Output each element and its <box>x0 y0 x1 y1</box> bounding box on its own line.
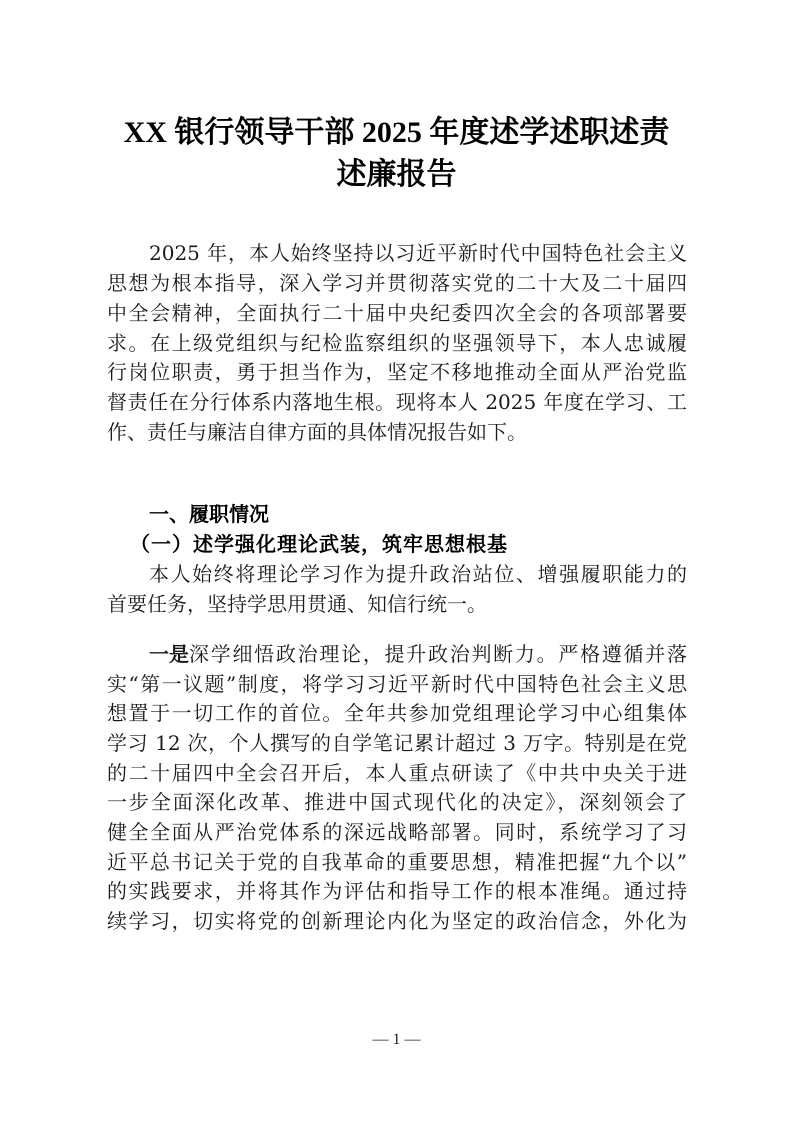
point-lead: 一是 <box>149 642 189 666</box>
page-number: — 1 — <box>372 1031 421 1048</box>
paragraph-line: 一步全面深化改革、推进中国式现代化的决定》，深刻领会了 <box>107 790 687 814</box>
intro-line: 思想为根本指导，深入学习并贯彻落实党的二十大及二十届四 <box>107 271 687 295</box>
point-line-first <box>149 641 687 667</box>
paragraph-line: 首要任务，坚持学思用贯通、知信行统一。 <box>107 592 487 616</box>
document-title-line-2: 述廉报告 <box>336 158 457 191</box>
subsection-heading: （一）述学强化理论武装，筑牢思想根基 <box>130 532 508 556</box>
paragraph-line: 续学习，切实将党的创新理论内化为坚定的政治信念，外化为 <box>107 909 687 933</box>
section-heading: 一、履职情况 <box>149 502 269 526</box>
intro-line: 2025 年，本人始终坚持以习近平新时代中国特色社会主义 <box>149 241 687 265</box>
paragraph-line: 学习 12 次，个人撰写的自学笔记累计超过 3 万字。特别是在党 <box>107 731 687 755</box>
intro-line: 行岗位职责，勇于担当作为，坚定不移地推动全面从严治党监 <box>107 360 687 384</box>
paragraph-line: 深学细悟政治理论，提升政治判断力。严格遵循并落 <box>189 642 687 666</box>
paragraph-line: 的二十届四中全会召开后，本人重点研读了《中共中央关于进 <box>107 761 687 785</box>
paragraph-line: 想置于一切工作的首位。全年共参加党组理论学习中心组集体 <box>107 701 687 725</box>
paragraph-line: 本人始终将理论学习作为提升政治站位、增强履职能力的 <box>149 562 687 586</box>
paragraph-line: 近平总书记关于党的自我革命的重要思想，精准把握“九个以” <box>107 850 687 874</box>
intro-line: 作、责任与廉洁自律方面的具体情况报告如下。 <box>107 420 527 444</box>
intro-line: 求。在上级党组织与纪检监察组织的坚强领导下，本人忠诚履 <box>107 331 687 355</box>
paragraph-line: 的实践要求，并将其作为评估和指导工作的根本准绳。通过持 <box>107 879 687 903</box>
intro-line: 督责任在分行体系内落地生根。现将本人 2025 年度在学习、工 <box>107 390 687 414</box>
paragraph-line: 健全全面从严治党体系的深远战略部署。同时，系统学习了习 <box>107 820 687 844</box>
intro-line: 中全会精神，全面执行二十届中央纪委四次全会的各项部署要 <box>107 301 687 325</box>
document-title-line-1: XX 银行领导干部 2025 年度述学述职述责 <box>123 116 670 149</box>
paragraph-line: 实“第一议题”制度，将学习习近平新时代中国特色社会主义思 <box>107 672 687 696</box>
